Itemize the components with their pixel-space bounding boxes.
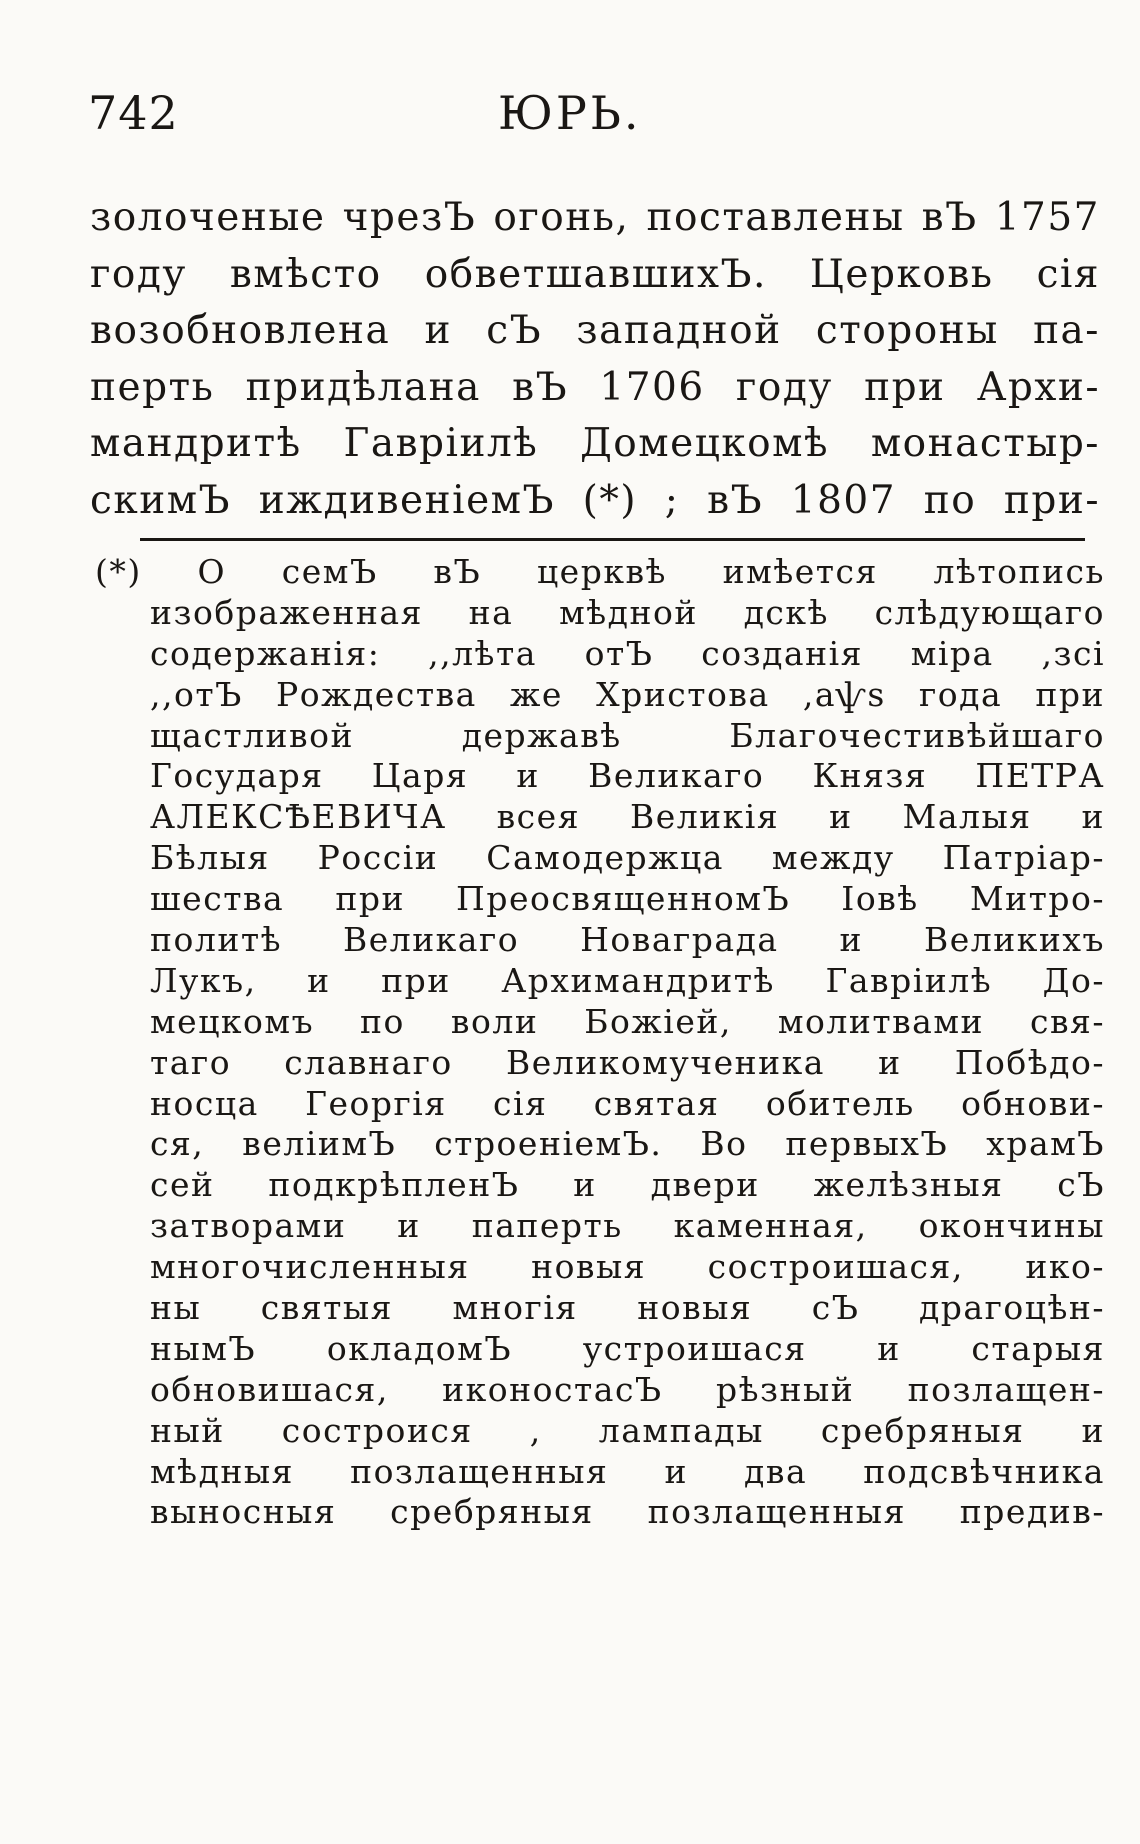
footnote-divider: [140, 538, 1085, 541]
footnote-block: [95, 552, 1105, 1533]
footnote-line: изображенная на мѣдной дскѣ слѣдующаго: [150, 592, 1105, 632]
footnote-line: мѣдныя позлащенныя и два подсвѣчника: [150, 1451, 1105, 1491]
footnote-line: сей подкрѣпленЪ и двери желѣзныя сЪ: [150, 1165, 1105, 1205]
footnote-line: ны святыя многія новыя сЪ драгоцѣн-: [150, 1288, 1105, 1328]
footnote-line: Лукъ, и при Архимандритѣ Гавріилѣ До-: [150, 960, 1105, 1000]
page-header: [88, 86, 1048, 146]
footnote-line: содержанія: ,,лѣта отЪ созданія міра ,зсі: [150, 633, 1105, 673]
footnote-line: носца Георгія сія святая обитель обнови-: [150, 1083, 1105, 1123]
footnote-line: АЛЕКСѢЕВИЧА всея Великія и Малыя и: [150, 797, 1105, 837]
footnote-line: ,,отЪ Рождества же Христова ,аѱѕ года при: [150, 674, 1105, 714]
main-text-line: году вмѣсто обветшавшихЪ. Церковь сія: [90, 251, 1100, 297]
footnote-line: ся, веліимЪ строеніемЪ. Во первыхЪ храмЪ: [150, 1124, 1105, 1164]
footnote-line: многочисленныя новыя состроишася, ико-: [150, 1247, 1105, 1287]
footnote-line: нымЪ окладомЪ устроишася и старыя: [150, 1328, 1105, 1368]
main-text-line: золоченые чрезЪ огонь, поставлены вЪ 1757: [90, 195, 1100, 240]
main-text-line: перть придѣлана вЪ 1706 году при Архи-: [90, 364, 1100, 410]
footnote-line: обновишася, иконостасЪ рѣзный позлащен-: [150, 1369, 1105, 1409]
main-text-line: мандритѣ Гавріилѣ Домецкомѣ монастыр-: [90, 421, 1100, 466]
footnote-line: шества при ПреосвященномЪ Іовѣ Митро-: [150, 879, 1105, 919]
main-text-line: скимЪ иждивеніемЪ (*) ; вЪ 1807 по при-: [90, 477, 1100, 523]
footnote-line: таго славнаго Великомученика и Побѣдо-: [150, 1042, 1105, 1082]
footnote-line: мецкомъ по воли Божіей, молитвами свя-: [150, 1001, 1105, 1041]
main-text-line: возобновлена и сЪ западной стороны па-: [90, 308, 1100, 353]
footnote-line: щастливой державѣ Благочестивѣйшаго: [150, 715, 1105, 755]
footnote-line: (*) О семЪ вЪ церквѣ имѣется лѣтопись: [95, 552, 1105, 591]
footnote-line: ный состроися , лампады сребряныя и: [150, 1410, 1105, 1450]
page-number: 742: [88, 86, 179, 140]
running-head: ЮРЬ.: [498, 86, 642, 140]
footnote-line: Бѣлыя Россіи Самодержца между Патріар-: [150, 838, 1105, 878]
footnote-line: политѣ Великаго Новаграда и Великихъ: [150, 920, 1105, 960]
main-text-block: [90, 190, 1100, 529]
footnote-line: Государя Царя и Великаго Князя ПЕТРА: [150, 756, 1105, 796]
footnote-line: выносныя сребряныя позлащенныя предив-: [150, 1492, 1105, 1532]
footnote-line: затворами и паперть каменная, окончины: [150, 1206, 1105, 1246]
